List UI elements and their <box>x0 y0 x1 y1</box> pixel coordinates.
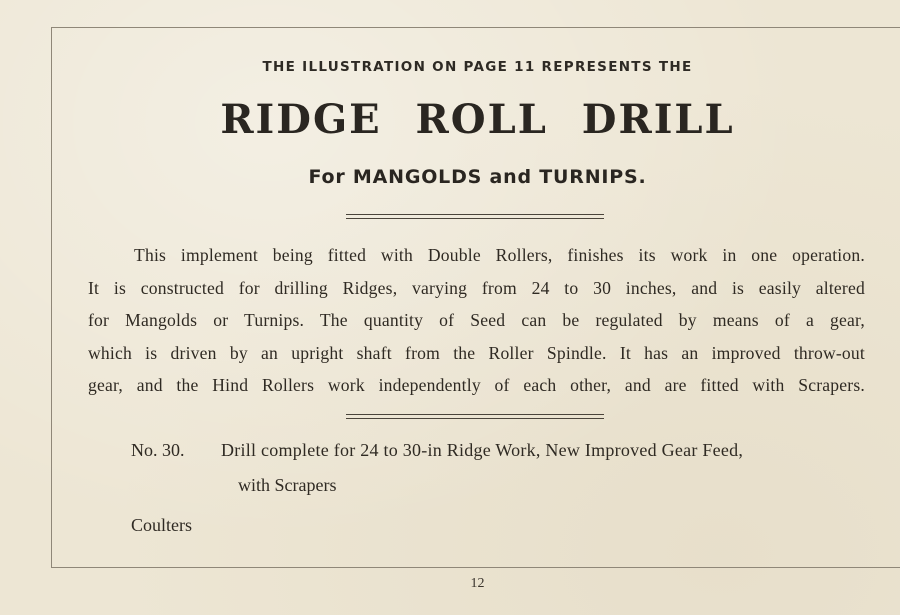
double-rule-divider <box>346 414 604 419</box>
description-line: gear, and the Hind Rollers work independently of each other, and are fitted with Scrapers. <box>88 375 865 395</box>
description-line: for Mangolds or Turnips. The quantity of Seed can be regulated by means of a gear, <box>88 310 865 330</box>
double-rule-divider <box>346 214 604 219</box>
description-line: This implement being fitted with Double Rollers, finishes its work in one operation. <box>134 245 865 265</box>
page-number: 12 <box>470 576 485 591</box>
page-title: RIDGE ROLL DRILL <box>220 96 735 143</box>
description-line: which is driven by an upright shaft from the Roller Spindle. It has an improved throw-out <box>88 342 865 363</box>
page-subtitle: For MANGOLDS and TURNIPS. <box>308 166 647 188</box>
item-description: Drill complete for 24 to 30-in Ridge Work, New Improved Gear Feed, <box>221 440 744 460</box>
description-paragraph <box>88 239 865 402</box>
description-line: It is constructed for drilling Ridges, varying from 24 to 30 inches, and is easily altered <box>88 277 865 298</box>
intro-line: THE ILLUSTRATION ON PAGE 11 REPRESENTS THE <box>262 59 693 75</box>
item-number: No. 30. <box>131 440 185 460</box>
item-description-continued: with Scrapers <box>238 475 337 495</box>
coulters-item: Coulters <box>131 515 192 535</box>
